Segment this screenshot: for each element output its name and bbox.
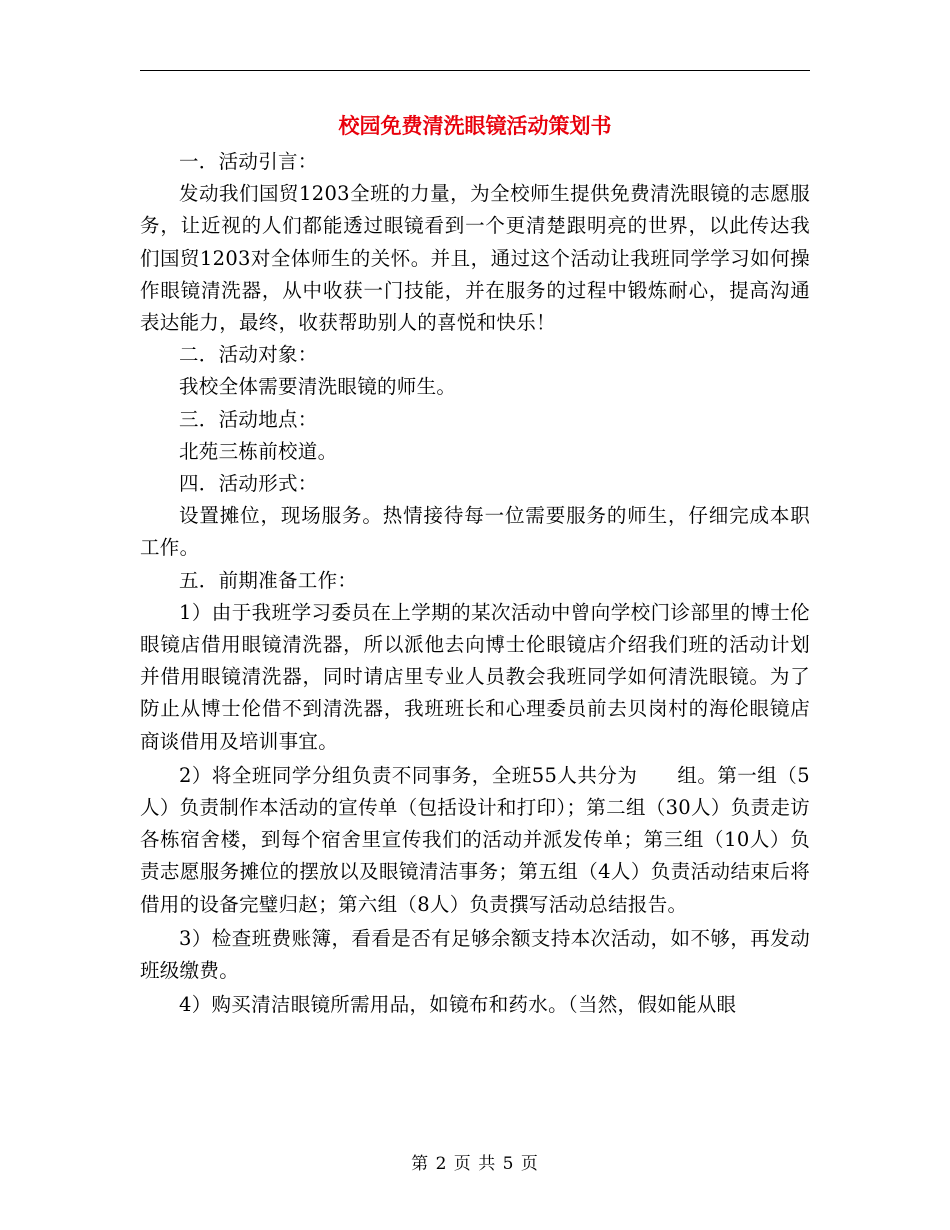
header-rule: [140, 70, 810, 71]
paragraph-preparation-1: 1）由于我班学习委员在上学期的某次活动中曾向学校门诊部里的博士伦眼镜店借用眼镜清洗器，所以派他去向博士伦眼镜店介绍我们班的活动计划并借用眼镜清洗器，同时请店里专业人员教会我班同学如何清洗眼镜。为了防止从博士伦借不到清洗器，我班班长和心理委员前去贝岗村的海伦眼镜店商谈借用及培训事宜。: [140, 600, 810, 753]
paragraph-preparation-2: 2）将全班同学分组负责不同事务，全班55人共分为 组。第一组（5人）负责制作本活动的宣传单（包括设计和打印）；第二组（30人）负责走访各栋宿舍楼，到每个宿舍里宣传我们的活动并派发传单；第三组（10人）负责志愿服务摊位的摆放以及眼镜清洁事务；第五组（4人）负责活动结束后将借用的设备完璧归赵；第六组（8人）负责撰写活动总结报告。: [140, 763, 810, 916]
section-heading-preparation: 五．前期准备工作：: [179, 568, 358, 592]
paragraph-location: 北苑三栋前校道。: [179, 439, 338, 463]
section-heading-format: 四．活动形式：: [179, 472, 318, 496]
page-number-footer: 第 2 页 共 5 页: [411, 1154, 539, 1174]
paragraph-format: 设置摊位，现场服务。热情接待每一位需要服务的师生，仔细完成本职工作。: [140, 504, 810, 560]
paragraph-preparation-3: 3）检查班费账簿，看看是否有足够余额支持本次活动，如不够，再发动班级缴费。: [140, 926, 810, 983]
section-heading-introduction: 一．活动引言：: [179, 150, 318, 173]
paragraph-introduction: 发动我们国贸1203全班的力量，为全校师生提供免费清洗眼镜的志愿服务，让近视的人们都能透过眼镜看到一个更清楚跟明亮的世界，以此传达我们国贸1203对全体师生的关怀。并且，通过这个活动让我班同学学习如何操作眼镜清洗器，从中收获一门技能，并在服务的过程中锻炼耐心，提高沟通表达能力，最终，收获帮助别人的喜悦和快乐！: [140, 182, 810, 335]
paragraph-audience: 我校全体需要清洗眼镜的师生。: [179, 375, 457, 399]
document-title: 校园免费清洗眼镜活动策划书: [338, 113, 612, 138]
section-heading-audience: 二．活动对象：: [179, 343, 318, 367]
paragraph-preparation-4: 4）购买清洁眼镜所需用品，如镜布和药水。（当然，假如能从眼: [179, 993, 737, 1017]
document-body: [140, 108, 810, 1021]
section-heading-location: 三．活动地点：: [179, 407, 318, 431]
